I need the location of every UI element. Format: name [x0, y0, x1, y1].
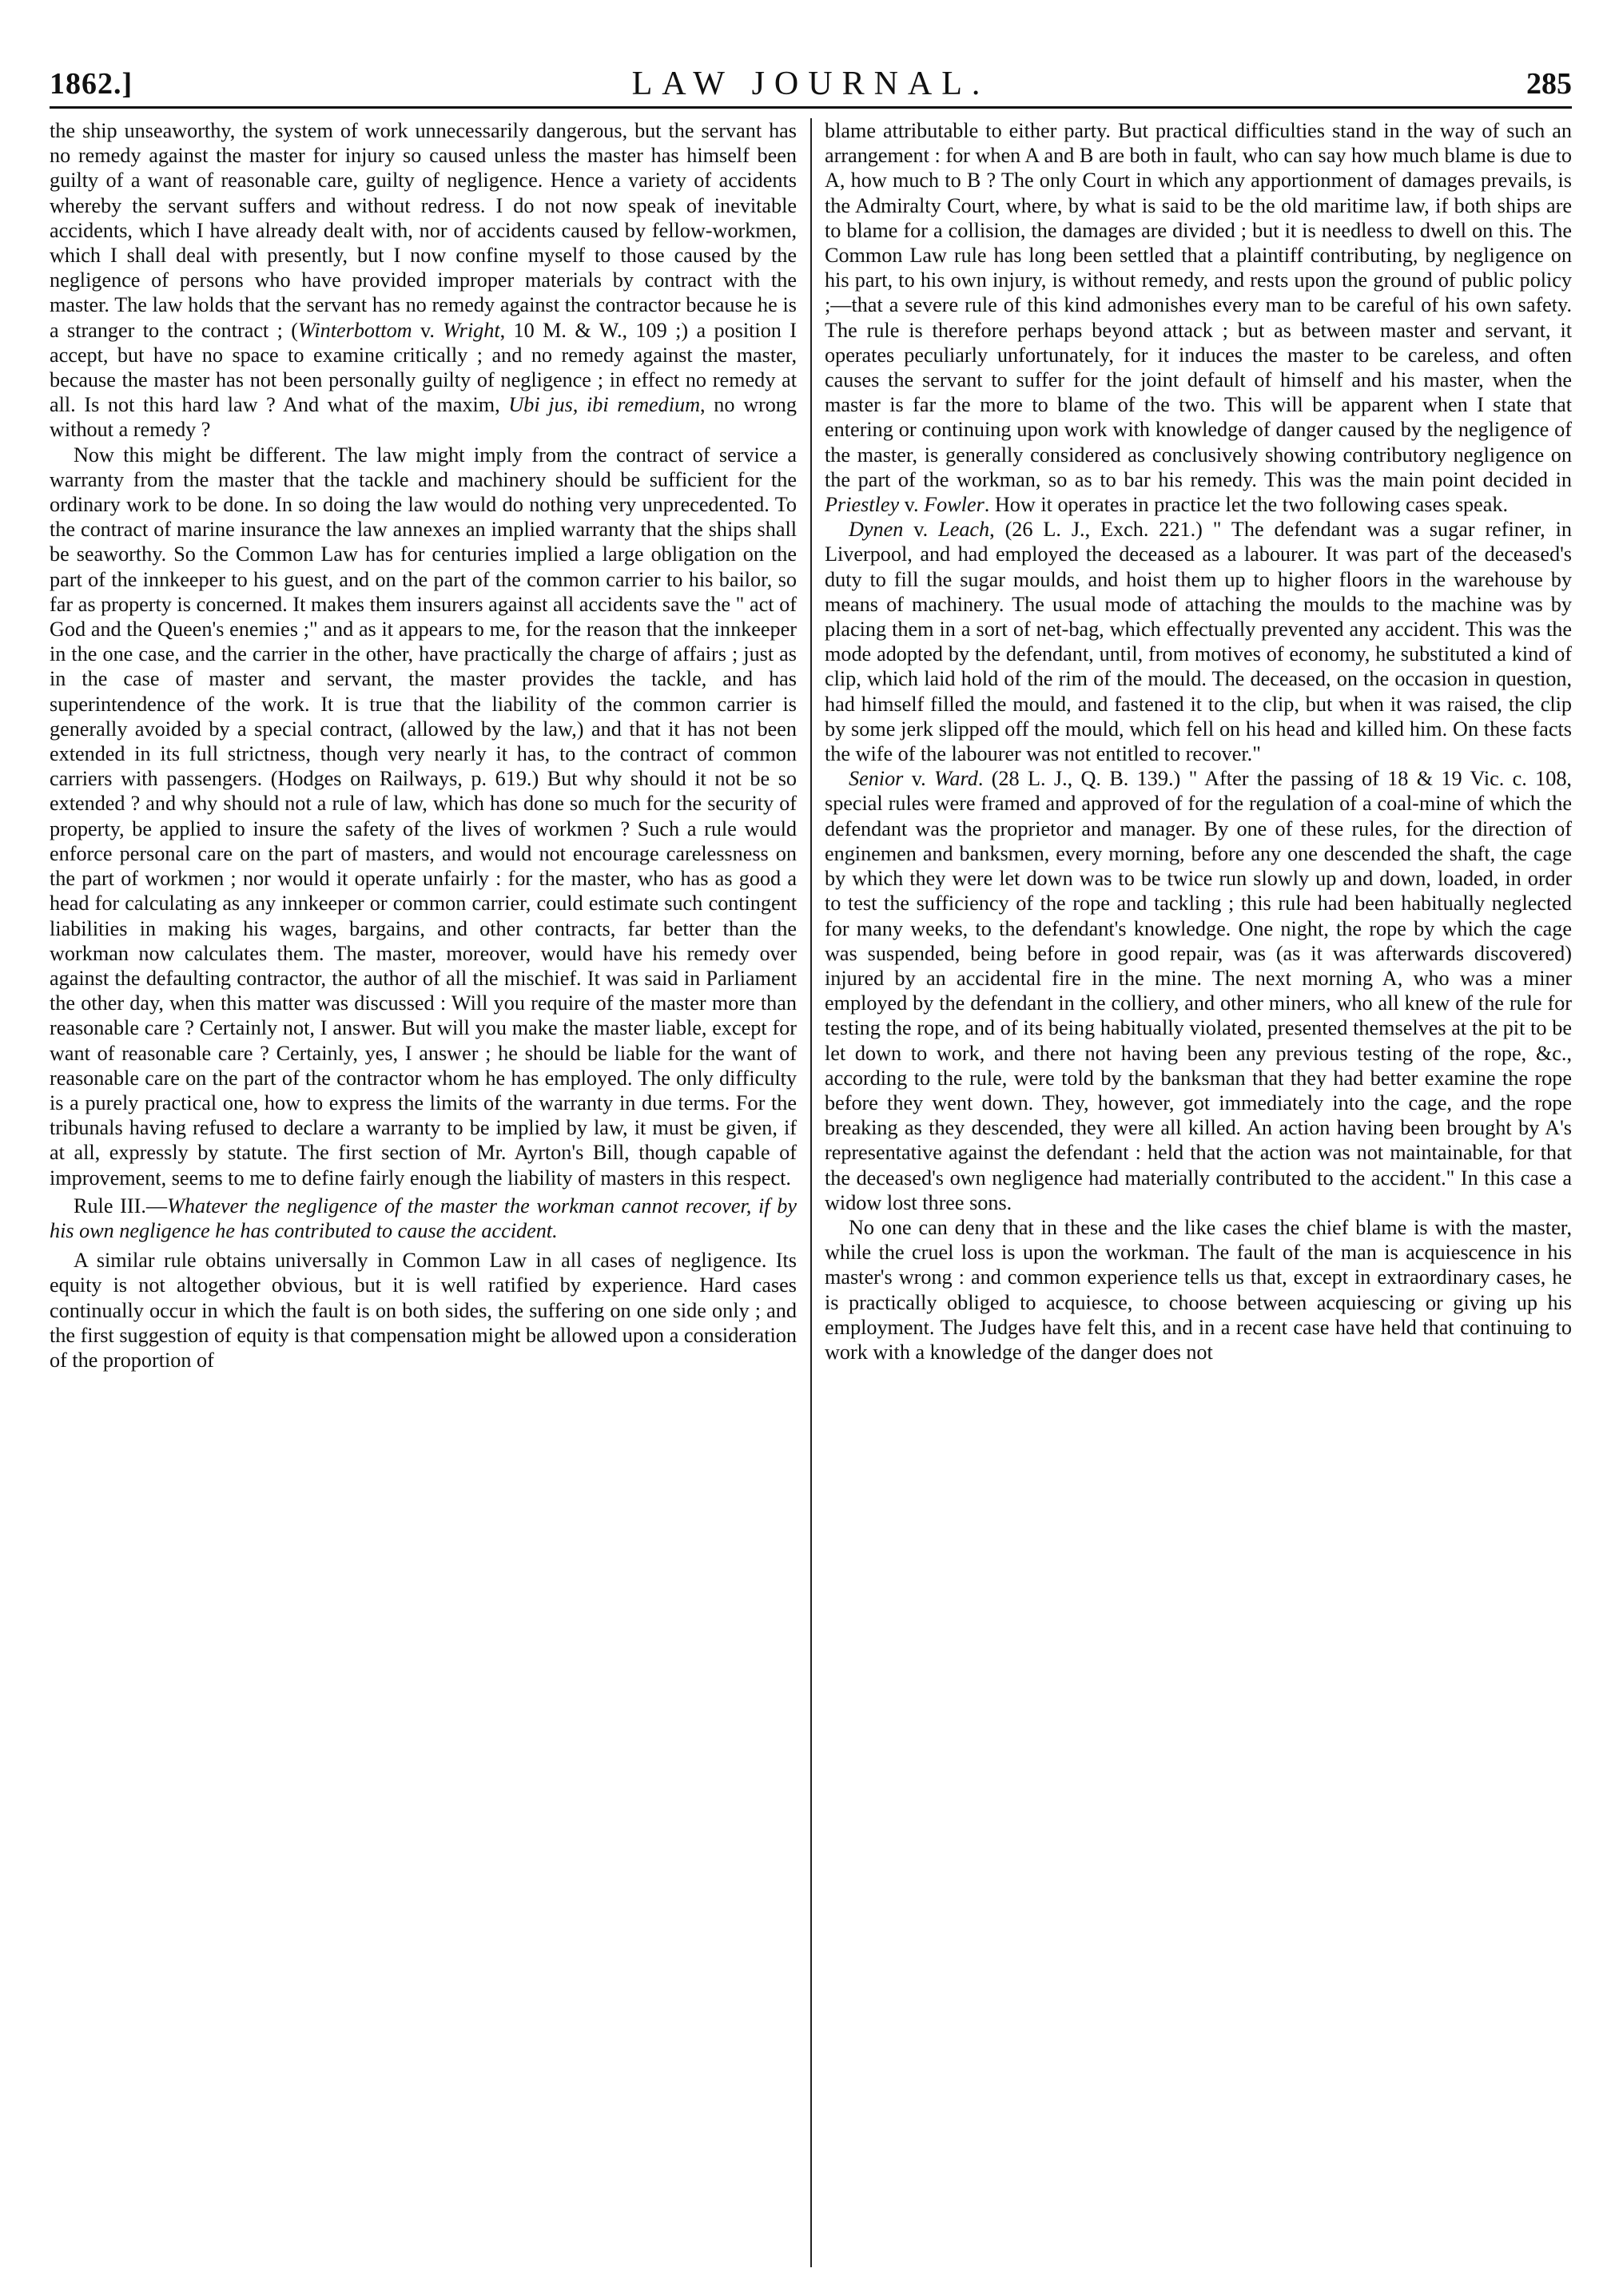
case-name-senior: Senior: [849, 767, 904, 791]
case-name-priestley: Priestley: [825, 493, 900, 517]
left-p1-text: the ship unseaworthy, the system of work unnecessarily dangerous, but the servant has no remedy against the master for injury so caused unless the master has himself been guilty of a want of reasonable care, guilty of negligence. Hence a variety of accidents whereby the servant suffers and without redress. I do not now speak of inevitable accidents, which I have already dealt with, nor of accidents caused by fellow-workmen, which I shall deal with presently, but I now confine myself to those caused by the negligence of persons who have provided improper materials by contract with the master. The law holds that the servant has no remedy against the contractor because he is a stranger to the contract ; (: [50, 119, 797, 342]
case-senior-text: . (28 L. J., Q. B. 139.) " After the passing of 18 & 19 Vic. c. 108, special rules were framed and approved of for the regulation of a coal-mine of which the defendant was the proprietor and manager. By one of these rules, for the direction of enginemen and banksmen, every morning, before any one descended the shaft, the cage by which they were let down was to be twice run slowly up and down, loaded, in order to test the sufficiency of the rope and tackling ; this rule had been habitually neglected for many weeks, to the defendant's knowledge. One night, the rope by which the cage was suspended, being before in good repair, was (as it was afterwards discovered) injured by an accidental fire in the mine. The next morning A, who was a miner employed by the defendant in the colliery, and other miners, who all knew of the rule for testing the rope, and of its being habitually violated, presented themselves at the pit to be let down to work, and there not having been any previous testing of the rope, &c., according to the rule, were told by the banksman that they had better examine the rope before they went down. They, however, got immediately into the cage, and the rope breaking as they descended, they were all killed. An action having been brought by A's representative against the defendant : held that the action was not maintainable, for that the deceased's own negligence had materially contributed to the accident." In this case a widow lost three sons.: [825, 767, 1572, 1214]
case-name-fowler: Fowler: [924, 493, 985, 517]
case-name-leach: Leach: [938, 518, 990, 542]
journal-page: [50, 62, 1572, 2267]
running-header: [50, 62, 1572, 109]
right-paragraph-2: No one can deny that in these and the like cases the chief blame is with the master, while the cruel loss is upon the workman. The fault of the man is acquiescence in his master's wrong : and common experience tells us that, except in extraordinary cases, he is practically obliged to acquiesce, to choose between acquiescing or giving up his employment. The Judges have felt this, and in a recent case have held that continuing to work with a knowledge of the danger does not: [825, 1215, 1572, 1364]
case-dynen-v-leach: [825, 517, 1572, 766]
case-name-ward: Ward: [934, 767, 978, 791]
left-paragraph-1: [50, 118, 797, 443]
case-name-winterbottom: Winterbottom: [298, 318, 412, 342]
case-senior-v-ward: [825, 766, 1572, 1215]
versus-text: v.: [412, 318, 444, 342]
left-p1-continued: , 10 M. & W., 109 ;) a position I accept, but have no space to examine critically ; and no remedy against the master, because the master has not been personally guilty of negligence ; in effect no remedy at all. Is not this hard law ? And what of the maxim,: [50, 318, 797, 417]
rule-text: Whatever the negligence of the master the workman cannot recover, if by his own negligence he has contributed to cause the accident.: [50, 1194, 797, 1242]
journal-title: LAW JOURNAL.: [631, 66, 990, 102]
versus-text: v.: [899, 493, 925, 517]
left-p1-end: , no wrong without a remedy ?: [50, 393, 797, 442]
left-paragraph-3: A similar rule obtains universally in Common Law in all cases of negligence. Its equity is not altogether obvious, but it is well ratified by experience. Hard cases continually occur in which the fault is on both sides, the suffering on one side only ; and the first suggestion of equity is that compensation might be allowed upon a consideration of the proportion of: [50, 1249, 797, 1372]
header-year: 1862.]: [50, 67, 133, 101]
rule-three: [50, 1194, 797, 1243]
versus-text: v.: [903, 518, 939, 542]
versus-text: v.: [903, 767, 935, 791]
column-divider: [810, 118, 812, 2267]
right-column: [825, 118, 1572, 2267]
case-dynen-text: , (26 L. J., Exch. 221.) " The defendant was a sugar refiner, in Liverpool, and had employed the deceased as a labourer. It was part of the deceased's duty to fill the sugar moulds, and hoist them up to higher floors in the warehouse by means of machinery. The usual mode of attaching the moulds to the machine was by placing them in a sort of net-bag, which effectually prevented any accident. This was the mode adopted by the defendant, until, from motives of economy, he substituted a kind of clip, which laid hold of the rim of the mould. The deceased, on the occasion in question, had himself filled the mould, and fastened it to the clip, but when it was raised, the clip by some jerk slipped off the mould, which fell on his head and killed him. On these facts the wife of the labourer was not entitled to recover.": [825, 518, 1572, 766]
latin-maxim: Ubi jus, ibi remedium: [508, 393, 701, 417]
case-name-wright: Wright: [443, 318, 500, 342]
right-p1-text: blame attributable to either party. But practical difficulties stand in the way of such an arrangement : for when A and B are both in fault, who can say how much blame is due to A, how much to B ? The only Court in which any apportionment of damages prevails, is the Admiralty Court, where, by what is said to be the old maritime law, if both ships are to blame for a collision, the damages are divided ; but it is needless to dwell on this. The Common Law rule has long been settled that a plaintiff contributing, by negligence on his part, to his own injury, is without remedy, and rests upon the ground of public policy ;—that a severe rule of this kind admonishes every man to be careful of his own safety. The rule is therefore perhaps beyond attack ; but as between master and servant, it operates peculiarly unfortunately, for it induces the master to be careless, and often causes the servant to suffer for the joint default of himself and his master, when the master is far the more to blame of the two. This will be apparent when I state that entering or continuing upon work with knowledge of danger caused by the negligence of the master, is generally considered as conclusively showing contributory negligence on the part of the workman, so as to bar his remedy. This was the main point decided in: [825, 119, 1572, 491]
right-paragraph-1: [825, 118, 1572, 517]
right-p1-end: . How it operates in practice let the two following cases speak.: [984, 493, 1508, 517]
page-number: 285: [1526, 67, 1572, 101]
rule-label: Rule III.—: [74, 1194, 168, 1218]
left-column: [50, 118, 797, 2267]
left-paragraph-2: Now this might be different. The law might imply from the contract of service a warranty from the master that the tackle and machinery should be sufficient for the ordinary work to be done. In so doing the law would do nothing very unprecedented. To the contract of marine insurance the law annexes an implied warranty that the ships shall be seaworthy. So the Common Law has for centuries implied a large obligation on the part of the innkeeper to his guest, and on the part of the common carrier to his bailor, so far as property is concerned. It makes them insurers against all accidents save the " act of God and the Queen's enemies ;" and as it appears to me, for the reason that the innkeeper in the one case, and the carrier in the other, have practically the charge of affairs ; just as in the case of master and servant, the master provides the tackle, and has superintendence of the work. It is true that the liability of the common carrier is generally avoided by a special contract, (allowed by the law,) and that it has not been extended in its full strictness, though very nearly it has, to the contract of common carriers with passengers. (Hodges on Railways, p. 619.) But why should it not be so extended ? and why should not a rule of law, which has done so much for the security of property, be applied to insure the safety of the lives of workmen ? Such a rule would enforce personal care on the part of masters, and would not encourage carelessness on the part of workmen ; nor would it operate unfairly : for the master, who has as good a head for calculating as any innkeeper or common carrier, could estimate such contingent liabilities in making his wages, bargains, and other contracts, far better than the workman now calculates them. The master, moreover, would have his remedy over against the defaulting contractor, the author of all the mischief. It was said in Parliament the other day, when this matter was discussed : Will you require of the master more than reasonable care ? Certainly not, I answer. But will you make the master liable, except for want of reasonable care ? Certainly, yes, I answer ; he should be liable for the want of reasonable care on the part of the contractor whom he has employed. The only difficulty is a purely practical one, how to express the limits of the warranty in due terms. For the tribunals having refused to declare a warranty to be implied by law, it must be given, if at all, expressly by statute. The first section of Mr. Ayrton's Bill, though capable of improvement, seems to me to define fairly enough the liability of masters in this respect.: [50, 443, 797, 1190]
case-name-dynen: Dynen: [849, 518, 904, 542]
text-columns: [50, 118, 1572, 2267]
